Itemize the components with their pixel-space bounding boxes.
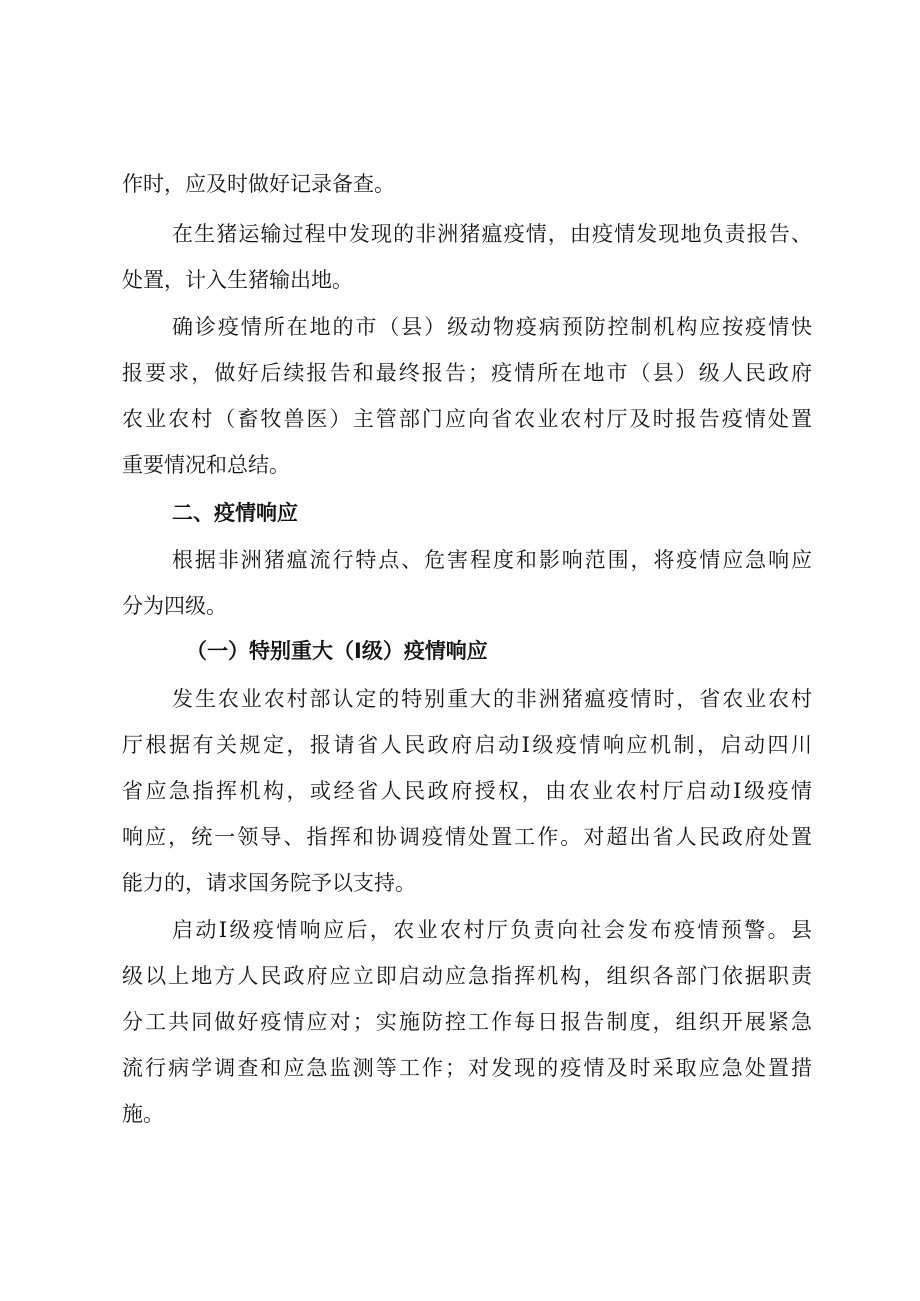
paragraph-line: 农业农村（畜牧兽医）主管部门应向省农业农村厅及时报告疫情处置: [122, 407, 812, 431]
section-heading: 二、疫情响应: [172, 501, 298, 525]
paragraph-line: 启动Ⅰ级疫情响应后，农业农村厅负责向社会发布疫情预警。县: [172, 918, 812, 942]
paragraph-line: 响应，统一领导、指挥和协调疫情处置工作。对超出省人民政府处置: [122, 825, 812, 849]
paragraph-line: 流行病学调查和应急监测等工作；对发现的疫情及时采取应急处置措: [122, 1056, 812, 1080]
subsection-heading: （一）特别重大（Ⅰ级）疫情响应: [186, 639, 488, 663]
paragraph-line: 级以上地方人民政府应立即启动应急指挥机构，组织各部门依据职责: [122, 964, 812, 988]
paragraph-line: 重要情况和总结。: [122, 453, 290, 477]
paragraph-line: 省应急指挥机构，或经省人民政府授权，由农业农村厅启动Ⅰ级疫情: [122, 779, 812, 803]
paragraph-line: 分为四级。: [122, 594, 227, 618]
paragraph-line: 厅根据有关规定，报请省人民政府启动Ⅰ级疫情响应机制，启动四川: [122, 733, 812, 757]
paragraph-line: 报要求，做好后续报告和最终报告；疫情所在地市（县）级人民政府: [122, 361, 812, 385]
paragraph-line: 分工共同做好疫情应对；实施防控工作每日报告制度，组织开展紧急: [122, 1010, 812, 1034]
paragraph-line: 处置，计入生猪输出地。: [122, 268, 353, 292]
paragraph-line: 发生农业农村部认定的特别重大的非洲猪瘟疫情时，省农业农村: [172, 687, 812, 711]
paragraph-line: 在生猪运输过程中发现的非洲猪瘟疫情，由疫情发现地负责报告、: [172, 222, 812, 246]
paragraph-continuation-line: 作时，应及时做好记录备查。: [122, 172, 395, 196]
paragraph-line: 能力的，请求国务院予以支持。: [122, 871, 416, 895]
paragraph-line: 确诊疫情所在地的市（县）级动物疫病预防控制机构应按疫情快: [172, 315, 812, 339]
paragraph-line: 根据非洲猪瘟流行特点、危害程度和影响范围，将疫情应急响应: [172, 548, 812, 572]
paragraph-line: 施。: [122, 1102, 164, 1126]
